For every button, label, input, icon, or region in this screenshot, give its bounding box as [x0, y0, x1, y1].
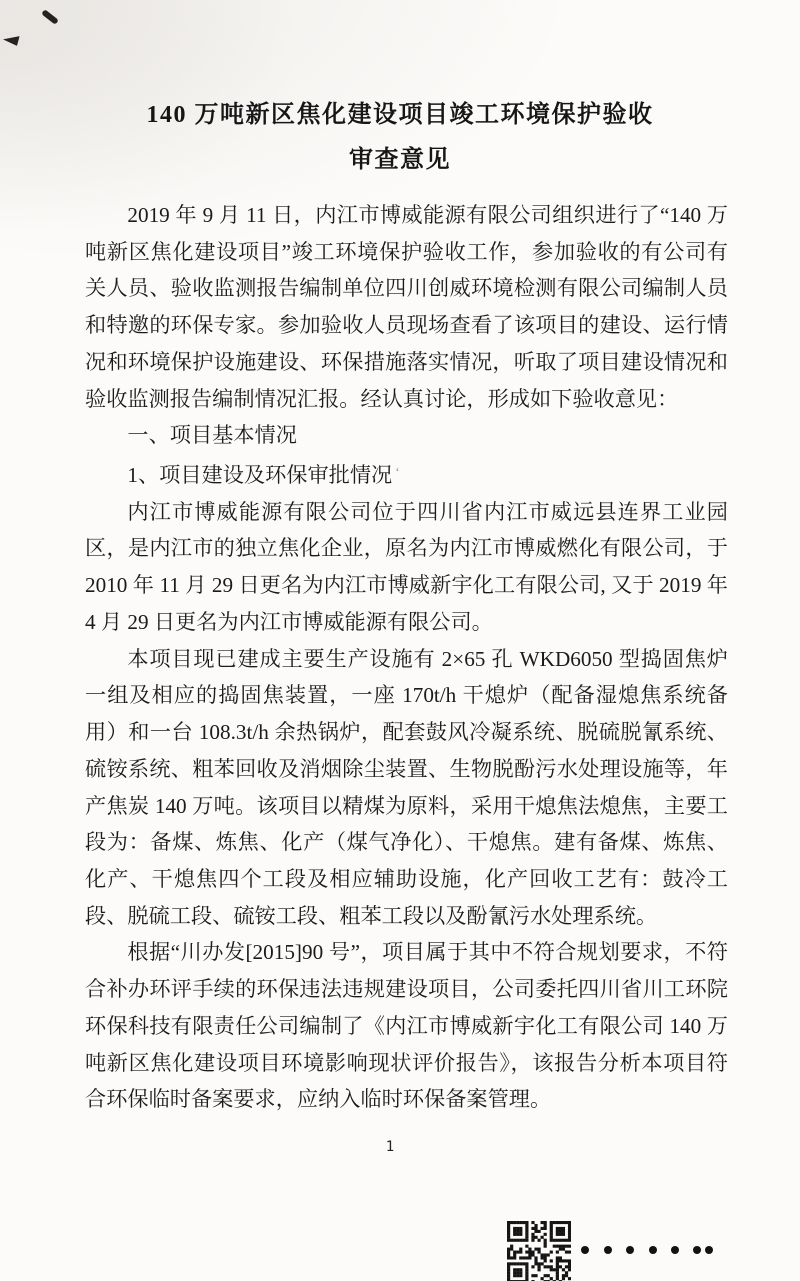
dot-mark [649, 1246, 657, 1254]
section-heading: 1、项目建设及环保审批情况 $^ʻ$ [127, 463, 400, 488]
body-paragraph: 内江市博威能源有限公司位于四川省内江市威远县连界工业园区，是内江市的独立焦化企业，原名为内江市博威燃化有限公司，于 2010 年 11 月 29 日更名为内江市博威新宇化工有限公司, 又于 2019 年 4 月 29 日更名为内江市博威能源有限公司。 [85, 499, 728, 634]
scan-artifact-mark [41, 9, 59, 25]
dot-marks [581, 1246, 721, 1256]
body-paragraph: 本项目现已建成主要生产设施有 2×65 孔 WKD6050 型捣固焦炉一组及相应的捣固焦装置，一座 170t/h 干熄炉（配备湿熄焦系统备用）和一台 108.3t/h 余热锅炉，配套鼓风冷凝系统、脱硫脱氰系统、硫铵系统、粗苯回收及消烟除尘装置、生物脱酚污水处理设施等，年产焦炭 140 万吨。该项目以精煤为原料，采用干熄焦法熄焦，主要工段为：备煤、炼焦、化产（煤气净化）、干熄焦。建有备煤、炼焦、化产、干熄焦四个工段及相应辅助设施，化产回收工艺有：鼓冷工段、脱硫工段、硫铵工段、粗苯工段以及酚氰污水处理系统。 [85, 646, 728, 928]
document-body [85, 197, 728, 1118]
dot-mark [705, 1246, 713, 1254]
page-number: 1 [385, 1139, 395, 1155]
title-line-2: 审查意见 [349, 147, 451, 173]
scan-artifact-mark [2, 34, 19, 46]
qr-code [507, 1221, 571, 1281]
dot-mark [671, 1246, 679, 1254]
dot-mark [581, 1246, 589, 1254]
body-paragraph: 根据“川办发[2015]90 号”，项目属于其中不符合规划要求，不符合补办环评手续的环保违法违规建设项目，公司委托四川省川工环院环保科技有限责任公司编制了《内江市博威新宇化工有限公司 140 万吨新区焦化建设项目环境影响现状评价报告》，该报告分析本项目符合环保临时备案要求，应纳入临时环保备案管理。 [85, 940, 728, 1112]
document-title [0, 93, 800, 183]
section-heading: 一、项目基本情况 [127, 423, 297, 448]
dot-mark [604, 1246, 612, 1254]
dot-mark [693, 1246, 701, 1254]
body-paragraph: 2019 年 9 月 11 日，内江市博威能源有限公司组织进行了“140 万吨新区焦化建设项目”竣工环境保护验收工作，参加验收的有公司有关人员、验收监测报告编制单位四川创威环境检测有限公司编制人员和特邀的环保专家。参加验收人员现场查看了该项目的建设、运行情况和环境保护设施建设、环保措施落实情况，听取了项目建设情况和验收监测报告编制情况汇报。经认真讨论，形成如下验收意见： [85, 203, 728, 411]
stray-mark: ʻ [395, 464, 400, 480]
dot-mark [626, 1246, 634, 1254]
title-line-1: 140 万吨新区焦化建设项目竣工环境保护验收 [146, 102, 654, 128]
